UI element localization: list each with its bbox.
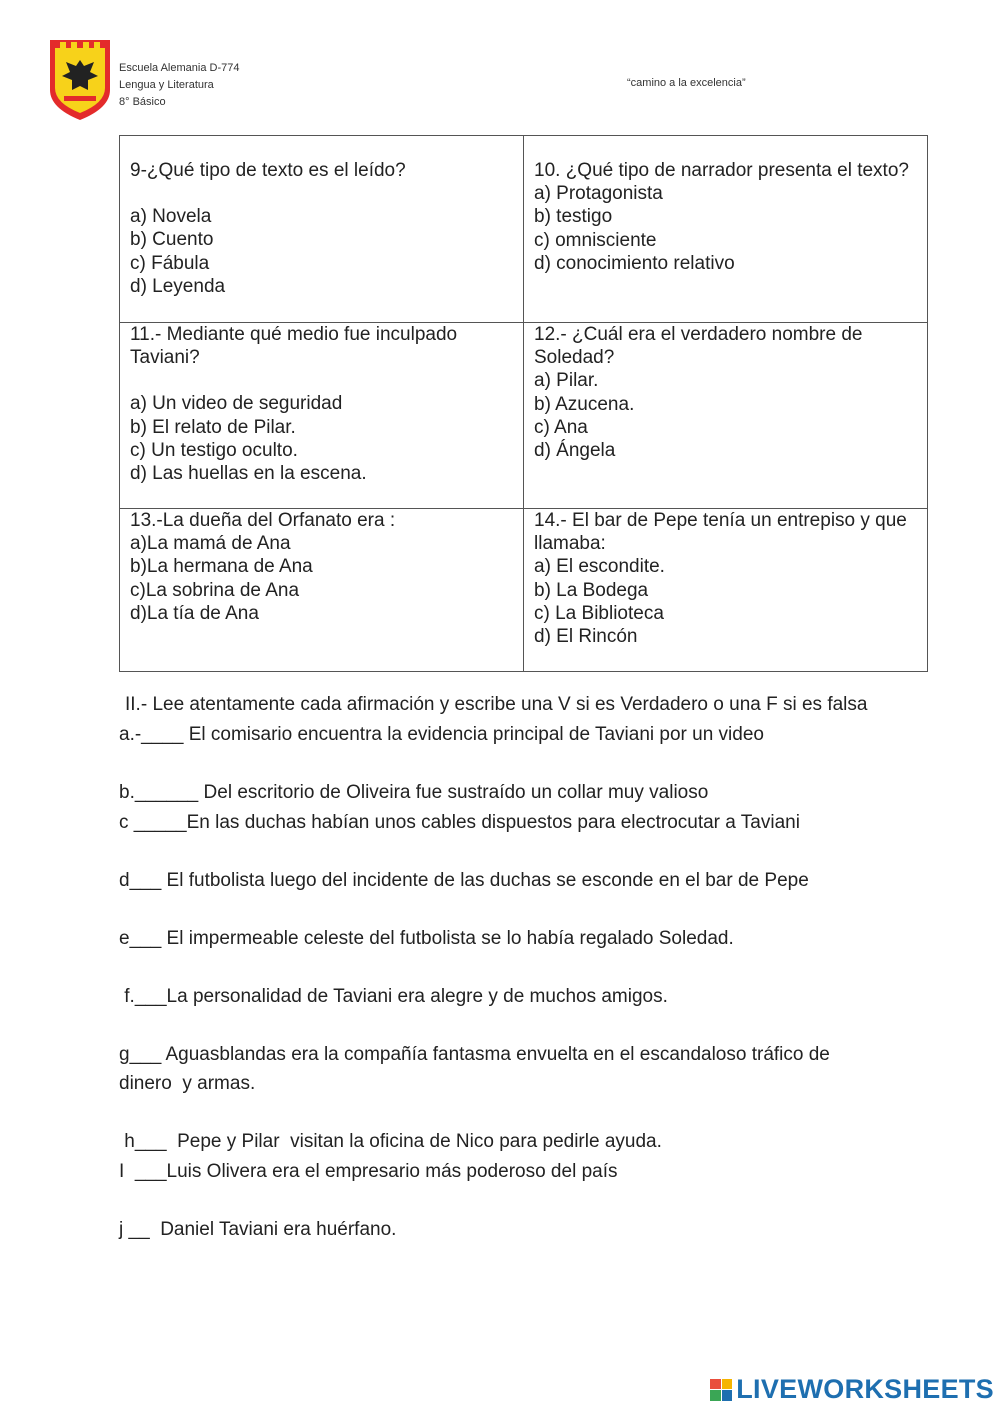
- statement-e: e___ El impermeable celeste del futbolista se lo había regalado Soledad.: [119, 928, 734, 949]
- option: a) El escondite.: [534, 556, 665, 578]
- statement-b: b.______ Del escritorio de Oliveira fue sustraído un collar muy valioso: [119, 782, 709, 803]
- statement-g: g___ Aguasblandas era la compañía fantasma envuelta en el escandaloso tráfico de: [119, 1044, 830, 1065]
- school-header: [119, 60, 239, 111]
- option: a) Un video de seguridad: [130, 393, 343, 415]
- option: a) Protagonista: [534, 183, 663, 205]
- option: b) La Bodega: [534, 579, 649, 601]
- statement-j: j __ Daniel Taviani era huérfano.: [119, 1219, 397, 1240]
- option: c) Ana: [534, 416, 588, 438]
- grade-level: 8° Básico: [119, 96, 166, 108]
- question-text: 12.- ¿Cuál era el verdadero nombre de Soledad?: [534, 324, 863, 369]
- questions-table: [119, 135, 928, 672]
- school-crest-logo: [48, 38, 112, 122]
- option: c) omnisciente: [534, 229, 657, 251]
- question-11: [120, 323, 524, 509]
- option: b) testigo: [534, 206, 613, 228]
- question-10: [524, 136, 928, 323]
- option: b) El relato de Pilar.: [130, 416, 296, 438]
- statement-f: f.___La personalidad de Taviani era alegre y de muchos amigos.: [119, 986, 668, 1007]
- option: c) La Biblioteca: [534, 602, 664, 624]
- option: a)La mamá de Ana: [130, 533, 291, 555]
- option: d) Las huellas en la escena.: [130, 463, 367, 485]
- school-motto: “camino a la excelencia”: [627, 77, 746, 89]
- option: d) Leyenda: [130, 275, 226, 297]
- question-text: 11.- Mediante qué medio fue inculpado Taviani?: [130, 324, 458, 369]
- option: d)La tía de Ana: [130, 602, 259, 624]
- question-14: [524, 509, 928, 672]
- liveworksheets-brand: [710, 1374, 994, 1405]
- subject-name: Lengua y Literatura: [119, 79, 214, 91]
- option: d) conocimiento relativo: [534, 252, 735, 274]
- question-12: [524, 323, 928, 509]
- question-text: 14.- El bar de Pepe tenía un entrepiso y que llamaba:: [534, 510, 907, 555]
- statement-h: h___ Pepe y Pilar visitan la oficina de Nico para pedirle ayuda.: [119, 1131, 662, 1152]
- statement-c: c _____En las duchas habían unos cables dispuestos para electrocutar a Taviani: [119, 812, 800, 833]
- option: c)La sobrina de Ana: [130, 579, 300, 601]
- statement-i: I ___Luis Olivera era el empresario más poderoso del país: [119, 1161, 618, 1182]
- option: c) Fábula: [130, 252, 210, 274]
- question-text: 9-¿Qué tipo de texto es el leído?: [130, 160, 406, 181]
- option: a) Novela: [130, 206, 212, 228]
- option: b) Cuento: [130, 229, 214, 251]
- liveworksheets-logo-icon: [710, 1379, 732, 1401]
- school-name: Escuela Alemania D-774: [119, 62, 240, 74]
- question-text: 10. ¿Qué tipo de narrador presenta el texto?: [534, 160, 909, 181]
- statement-g-continued: dinero y armas.: [119, 1073, 256, 1094]
- option: b) Azucena.: [534, 393, 635, 415]
- option: d) El Rincón: [534, 626, 638, 648]
- option: a) Pilar.: [534, 370, 599, 392]
- option: d) Ángela: [534, 440, 616, 462]
- brand-text: LIVEWORKSHEETS: [736, 1374, 994, 1404]
- option: b)La hermana de Ana: [130, 556, 313, 578]
- statement-d: d___ El futbolista luego del incidente de las duchas se esconde en el bar de Pepe: [119, 870, 809, 891]
- statement-a: a.-____ El comisario encuentra la evidencia principal de Taviani por un video: [119, 724, 764, 745]
- section-2-instruction: II.- Lee atentamente cada afirmación y escribe una V si es Verdadero o una F si es falsa: [125, 694, 868, 715]
- option: c) Un testigo oculto.: [130, 439, 298, 461]
- question-13: [120, 509, 524, 672]
- question-text: 13.-La dueña del Orfanato era :: [130, 510, 396, 531]
- question-9: [120, 136, 524, 323]
